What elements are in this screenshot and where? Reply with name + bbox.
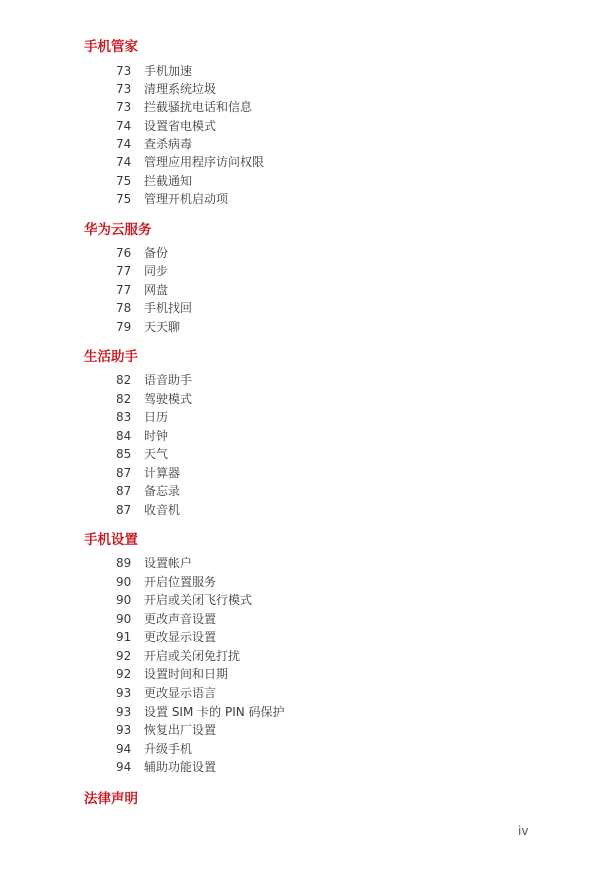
toc-entry[interactable] [116, 371, 192, 389]
toc-page-number: 83 [116, 410, 132, 424]
toc-entry-label: 备份 [144, 246, 169, 260]
toc-entry[interactable] [116, 318, 180, 336]
toc-page-number: 84 [116, 429, 132, 443]
toc-page-number: 93 [116, 705, 132, 719]
toc-page-number: 79 [116, 320, 132, 334]
toc-page-number: 90 [116, 593, 132, 607]
toc-entry[interactable] [116, 135, 192, 153]
toc-entry[interactable] [116, 80, 216, 98]
toc-entry-label: 网盘 [144, 283, 169, 297]
toc-entry-label: 更改显示语言 [144, 686, 217, 700]
toc-entry-label: 设置 SIM 卡的 PIN 码保护 [144, 705, 285, 719]
toc-entry-label: 查杀病毒 [144, 137, 193, 151]
toc-page-number: 77 [116, 283, 132, 297]
toc-page-number: 91 [116, 630, 132, 644]
toc-entry[interactable] [116, 628, 216, 646]
toc-entry[interactable] [116, 684, 216, 702]
toc-entry-label: 开启或关闭免打扰 [144, 649, 241, 663]
toc-page-number: 75 [116, 192, 132, 206]
toc-entry[interactable] [116, 390, 192, 408]
toc-entry[interactable] [116, 408, 168, 426]
toc-entry-label: 天天聊 [144, 320, 181, 334]
toc-page-number: 85 [116, 447, 132, 461]
toc-entry[interactable] [116, 758, 216, 776]
toc-page-number: 94 [116, 742, 132, 756]
toc-page-number: 87 [116, 466, 132, 480]
section-title-huawei-cloud[interactable]: 华为云服务 [84, 222, 152, 238]
toc-entry[interactable] [116, 153, 264, 171]
toc-entry-label: 辅助功能设置 [144, 760, 217, 774]
section-title-life-assistant[interactable]: 生活助手 [84, 349, 138, 365]
toc-entry-label: 手机加速 [144, 64, 193, 78]
toc-entry[interactable] [116, 703, 285, 721]
toc-entry-label: 开启或关闭飞行模式 [144, 593, 253, 607]
toc-page-number: 92 [116, 667, 132, 681]
toc-entry-label: 升级手机 [144, 742, 193, 756]
section-title-legal-notice[interactable]: 法律声明 [84, 791, 138, 807]
toc-entry[interactable] [116, 62, 192, 80]
toc-page-number: 73 [116, 64, 132, 78]
toc-entry[interactable] [116, 501, 180, 519]
toc-entry-label: 计算器 [144, 466, 181, 480]
toc-page-number: 94 [116, 760, 132, 774]
toc-page-number: 73 [116, 100, 132, 114]
toc-entry-label: 清理系统垃圾 [144, 82, 217, 96]
toc-entry-label: 收音机 [144, 503, 181, 517]
toc-entry-label: 驾驶模式 [144, 392, 193, 406]
toc-page-number: 82 [116, 373, 132, 387]
toc-page-number: 93 [116, 686, 132, 700]
toc-page-number: 90 [116, 612, 132, 626]
toc-entry[interactable] [116, 190, 228, 208]
toc-entry-label: 语音助手 [144, 373, 193, 387]
toc-entry[interactable] [116, 244, 168, 262]
toc-entry-label: 管理开机启动项 [144, 192, 229, 206]
toc-entry[interactable] [116, 573, 216, 591]
toc-entry-label: 管理应用程序访问权限 [144, 155, 265, 169]
toc-page-number: 78 [116, 301, 132, 315]
toc-page-number: 90 [116, 575, 132, 589]
toc-entry[interactable] [116, 721, 216, 739]
toc-entry[interactable] [116, 554, 192, 572]
toc-entry[interactable] [116, 262, 168, 280]
section-title-phone-settings[interactable]: 手机设置 [84, 532, 138, 548]
toc-page-number: 92 [116, 649, 132, 663]
toc-page-number: 87 [116, 503, 132, 517]
toc-entry-label: 拦截通知 [144, 174, 193, 188]
toc-page-number: 93 [116, 723, 132, 737]
toc-entry[interactable] [116, 464, 180, 482]
toc-entry[interactable] [116, 98, 252, 116]
toc-entry-label: 拦截骚扰电话和信息 [144, 100, 253, 114]
toc-entry-label: 设置省电模式 [144, 119, 217, 133]
page-number: iv [518, 824, 529, 838]
toc-entry-label: 天气 [144, 447, 169, 461]
toc-entry-label: 日历 [144, 410, 169, 424]
toc-page-number: 73 [116, 82, 132, 96]
toc-entry[interactable] [116, 299, 192, 317]
toc-page-number: 87 [116, 484, 132, 498]
toc-entry[interactable] [116, 591, 252, 609]
toc-entry-label: 设置帐户 [144, 556, 193, 570]
toc-entry-label: 开启位置服务 [144, 575, 217, 589]
toc-entry-label: 更改声音设置 [144, 612, 217, 626]
toc-entry[interactable] [116, 427, 168, 445]
toc-entry[interactable] [116, 445, 168, 463]
toc-page-number: 77 [116, 264, 132, 278]
toc-entry-label: 恢复出厂设置 [144, 723, 217, 737]
toc-entry-label: 设置时间和日期 [144, 667, 229, 681]
toc-entry[interactable] [116, 281, 168, 299]
toc-page-number: 74 [116, 119, 132, 133]
section-title-phone-manager[interactable]: 手机管家 [84, 39, 138, 55]
toc-entry[interactable] [116, 665, 228, 683]
toc-entry[interactable] [116, 117, 216, 135]
toc-page-number: 74 [116, 155, 132, 169]
toc-entry[interactable] [116, 482, 180, 500]
toc-entry-label: 时钟 [144, 429, 169, 443]
toc-page-number: 76 [116, 246, 132, 260]
toc-entry-label: 备忘录 [144, 484, 181, 498]
toc-page-number: 75 [116, 174, 132, 188]
toc-entry[interactable] [116, 647, 240, 665]
toc-entry-label: 同步 [144, 264, 169, 278]
toc-entry[interactable] [116, 610, 216, 628]
toc-entry-label: 更改显示设置 [144, 630, 217, 644]
toc-page-number: 82 [116, 392, 132, 406]
toc-entry[interactable] [116, 172, 192, 190]
toc-entry-label: 手机找回 [144, 301, 193, 315]
toc-page-number: 74 [116, 137, 132, 151]
toc-page-number: 89 [116, 556, 132, 570]
toc-entry[interactable] [116, 740, 192, 758]
